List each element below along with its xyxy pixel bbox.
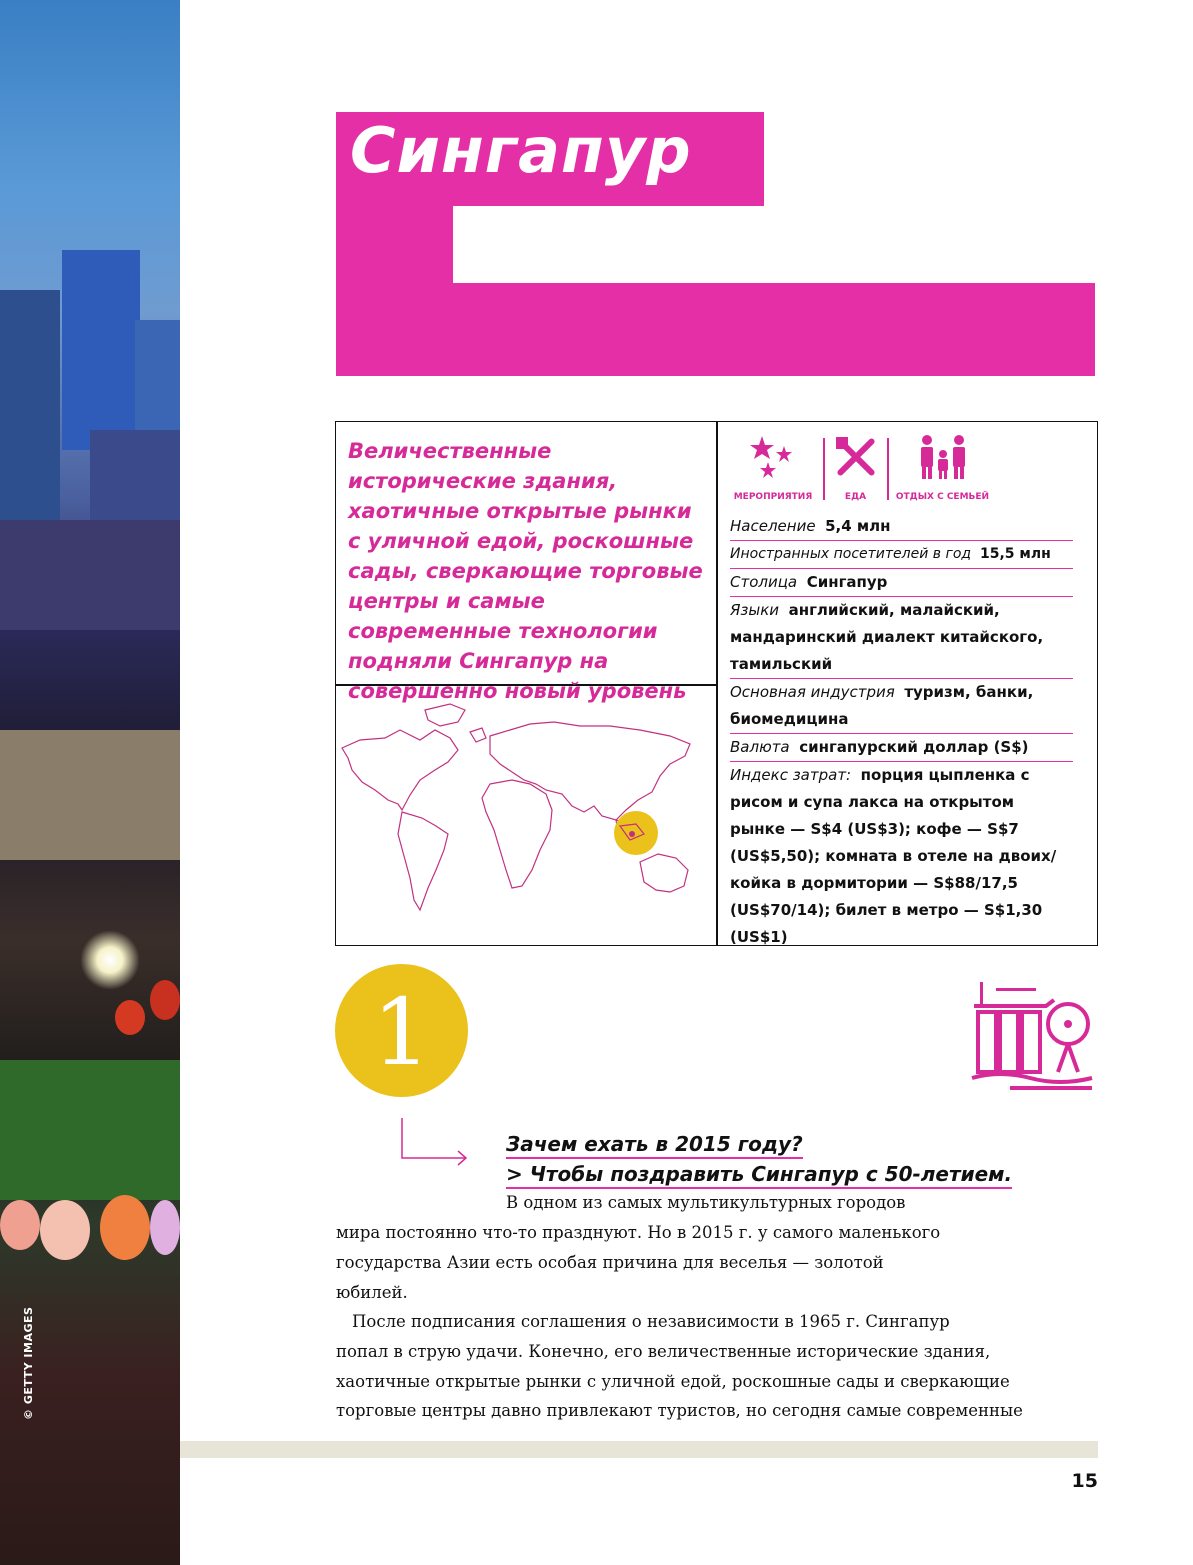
why-answer: > Чтобы поздравить Сингапур с 50-летием.: [506, 1161, 1012, 1189]
footer-bar: [180, 1441, 1098, 1458]
why-go-heading: [506, 1129, 1012, 1189]
fact-capital: Столица Сингапур: [730, 569, 1073, 597]
body-line: государства Азии есть особая причина для веселья — золотой: [336, 1253, 884, 1272]
why-question: Зачем ехать в 2015 году?: [506, 1131, 803, 1159]
fact-industry: Основная индустрия туризм, банки, биомедицина: [730, 679, 1073, 734]
singapore-skyline-icon: [970, 980, 1095, 1090]
category-events-label: МЕРОПРИЯТИЯ: [733, 492, 813, 502]
fireworks-icon: [748, 434, 798, 480]
body-line: После подписания соглашения о независимости в 1965 г. Сингапур: [352, 1312, 950, 1331]
body-line: торговые центры давно привлекают туристов, но сегодня самые современные: [336, 1401, 1023, 1420]
category-food-label: ЕДА: [844, 492, 867, 502]
intro-text: Величественные исторические здания, хаотичные открытые рынки с уличной едой, роскошные сады, сверкающие торговые центры и самые современные технологии подняли Сингапур на совершенно новый уровень: [348, 439, 703, 703]
family-icon: [915, 434, 971, 480]
fact-cost-index: Индекс затрат: порция цыпленка с рисом и супа лакса на открытом рынке — S$4 (US$3); кофе — S$7 (US$5,50); комната в отеле на двоих/койка в дормитории — S$88/17,5 (US$70/14); билет в метро — S$1,30 (US$1): [730, 766, 1057, 946]
category-family-label: ОТДЫХ С СЕМЬЕЙ: [895, 492, 990, 502]
continent-outlines: [342, 704, 690, 910]
fact-list: [730, 513, 1073, 951]
decor-block-right: [453, 283, 1095, 376]
fact-currency: Валюта сингапурский доллар (S$): [730, 734, 1073, 762]
body-line: мира постоянно что-то празднуют. Но в 2015 г. у самого маленького: [336, 1223, 941, 1242]
body-line: В одном из самых мультикультурных городов: [506, 1193, 906, 1212]
page-number: 15: [1071, 1470, 1098, 1492]
arrow-icon: [398, 1118, 473, 1168]
icon-separator: [823, 438, 825, 500]
body-line: юбилей.: [336, 1283, 408, 1302]
fact-visitors: Иностранных посетителей в год 15,5 млн: [730, 541, 1073, 569]
page-title: Сингапур: [350, 114, 692, 187]
world-map: [340, 700, 700, 930]
rank-number: 1: [372, 979, 431, 1086]
fact-languages: Языки английский, малайский, мандаринский диалект китайского, тамильский: [730, 597, 1073, 679]
body-line: хаотичные открытые рынки с уличной едой, роскошные сады и сверкающие: [336, 1372, 1010, 1391]
singapore-dot: [629, 831, 635, 837]
category-events: [728, 434, 818, 502]
category-food: [828, 434, 883, 502]
fact-population: Население 5,4 млн: [730, 513, 1073, 541]
city-photo: [0, 0, 180, 1565]
decor-block-left: [336, 206, 453, 376]
food-icon: [833, 434, 879, 480]
category-family: [890, 434, 995, 502]
singapore-location-marker: [614, 811, 658, 855]
body-line: попал в струю удачи. Конечно, его величественные исторические здания,: [336, 1342, 991, 1361]
category-icons: [728, 434, 998, 502]
photo-credit: © GETTY IMAGES: [22, 1306, 35, 1420]
icon-separator: [887, 438, 889, 500]
